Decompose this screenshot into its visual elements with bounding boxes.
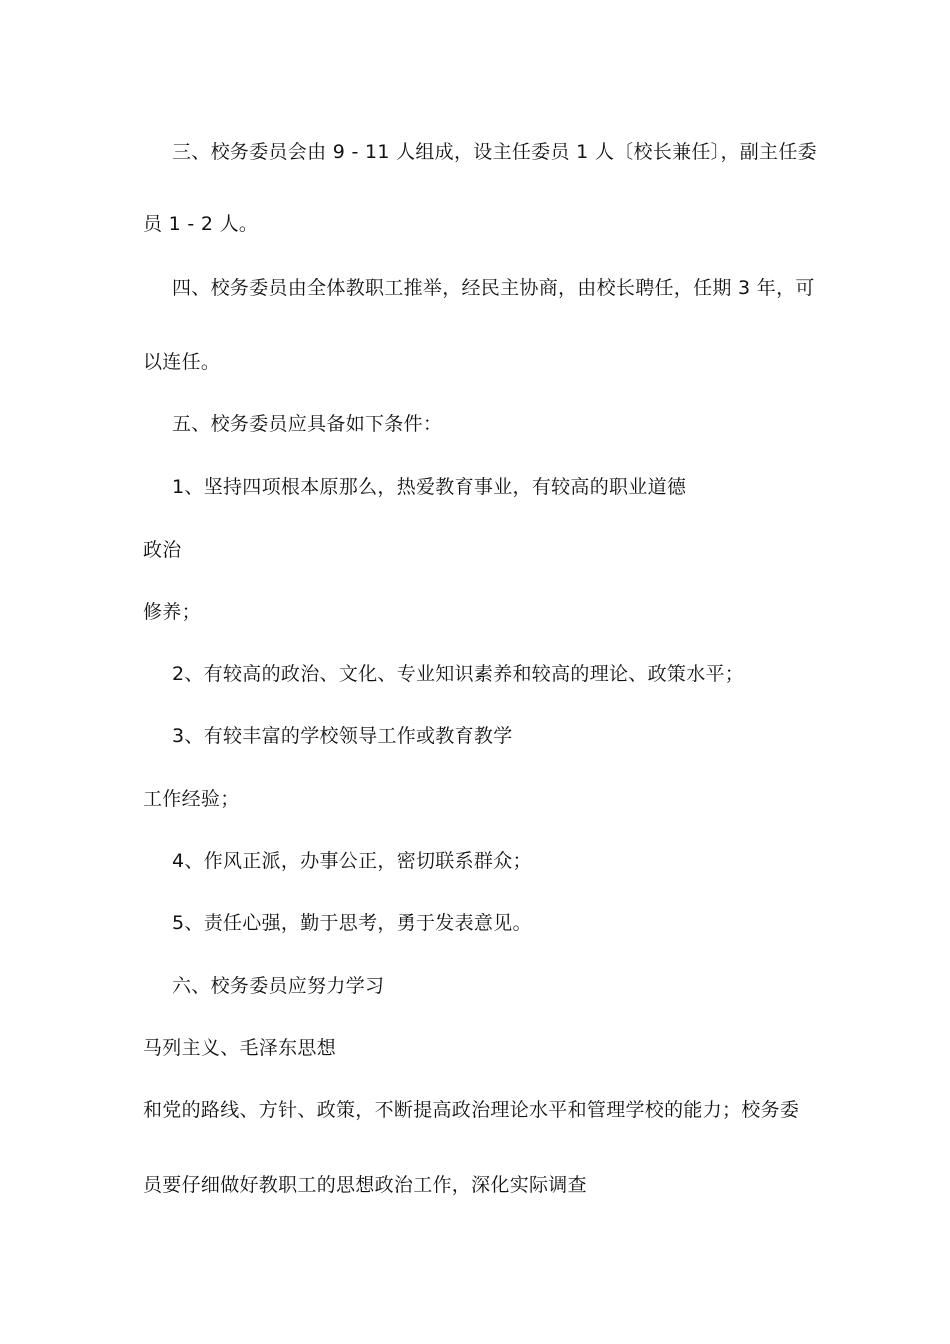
- condition-1-line-2: 政治: [143, 539, 182, 561]
- condition-5: 5、责任心强，勤于思考，勇于发表意见。: [172, 912, 532, 934]
- paragraph-6-line-2: 马列主义、毛泽东思想: [143, 1037, 337, 1059]
- paragraph-3-line-2: 员 1 - 2 人。: [143, 213, 259, 235]
- condition-2: 2、有较高的政治、文化、专业知识素养和较高的理论、政策水平；: [172, 663, 745, 685]
- paragraph-4-line-1: 四、校务委员由全体教职工推举，经民主协商，由校长聘任，任期 3 年，可: [172, 277, 815, 299]
- paragraph-3-line-1: 三、校务委员会由 9 - 11 人组成，设主任委员 1 人〔校长兼任〕，副主任委: [172, 141, 817, 163]
- condition-1-line-3: 修养；: [143, 601, 201, 623]
- paragraph-6-line-4: 员要仔细做好教职工的思想政治工作，深化实际调查: [143, 1174, 587, 1196]
- condition-3-line-1: 3、有较丰富的学校领导工作或教育教学: [172, 725, 513, 747]
- paragraph-5-heading: 五、校务委员应具备如下条件：: [172, 413, 443, 435]
- condition-4: 4、作风正派，办事公正，密切联系群众；: [172, 850, 532, 872]
- condition-3-line-2: 工作经验；: [143, 788, 240, 810]
- paragraph-4-line-2: 以连任。: [143, 351, 221, 373]
- condition-1-line-1: 1、坚持四项根本原那么，热爱教育事业，有较高的职业道德: [172, 476, 687, 498]
- paragraph-6-line-3: 和党的路线、方针、政策，不断提高政治理论水平和管理学校的能力；校务委: [143, 1099, 800, 1121]
- paragraph-6-line-1: 六、校务委员应努力学习: [172, 975, 385, 997]
